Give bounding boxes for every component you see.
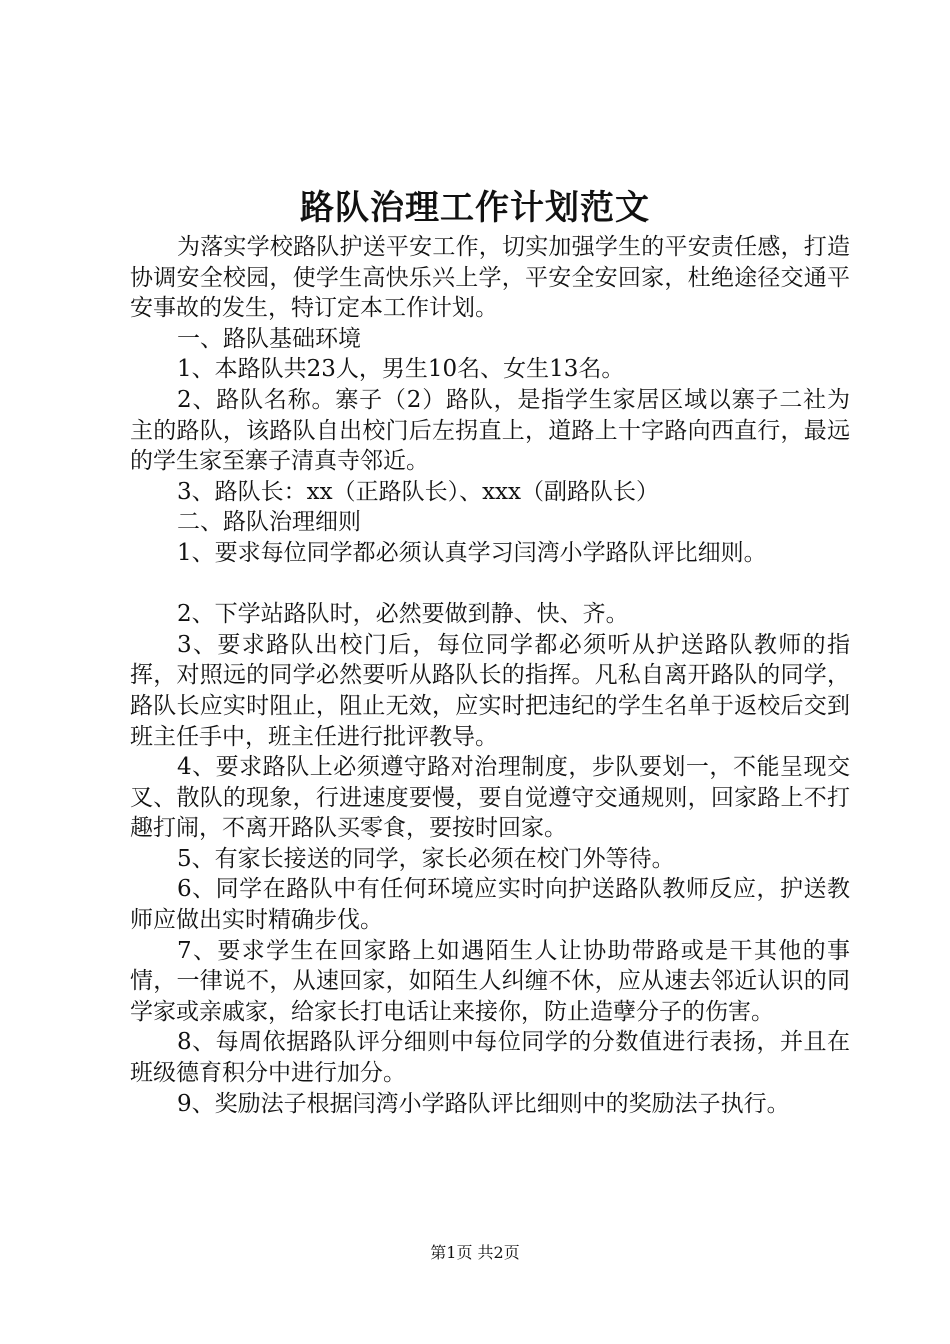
page-footer: 第1页 共2页 (430, 1243, 520, 1262)
rule-item-8: 8、每周依据路队评分细则中每位同学的分数值进行表扬，并且在班级德育积分中进行加分。 (130, 1029, 850, 1087)
document-title: 路队治理工作计划范文 (300, 188, 650, 228)
rule-item-3: 3、要求路队出校门后，每位同学都必须听从护送路队教师的指挥，对照远的同学必然要听从路队长的指挥。凡私自离开路队的同学，路队长应实时阻止，阻止无效，应实时把违纪的学生名单于返校后交到班主任手中，班主任进行批评教导。 (130, 631, 850, 750)
paragraph-team-leader: 3、路队长：xx（正路队长）、xxx（副路队长） (177, 478, 659, 505)
section-heading-basic: 一、路队基础环境 (177, 325, 361, 352)
rule-item-5: 5、有家长接送的同学，家长必须在校门外等待。 (177, 845, 675, 872)
section-heading-rules: 二、路队治理细则 (177, 509, 361, 536)
rule-item-6: 6、同学在路队中有任何环境应实时向护送路队教师反应，护送教师应做出实时精确步伐。 (130, 876, 850, 934)
paragraph-team-size: 1、本路队共23人，男生10名、女生13名。 (177, 356, 625, 383)
rule-item-9: 9、奖励法子根据闫湾小学路队评比细则中的奖励法子执行。 (177, 1090, 790, 1117)
intro-paragraph: 为落实学校路队护送平安工作，切实加强学生的平安责任感，打造协调安全校园，使学生高快乐兴上学，平安全安回家，杜绝途径交通平安事故的发生，特订定本工作计划。 (130, 234, 850, 322)
document-body (130, 232, 850, 1119)
rule-item-7: 7、要求学生在回家路上如遇陌生人让协助带路或是干其他的事情，一律说不，从速回家，如陌生人纠缠不休，应从速去邻近认识的同学家或亲戚家，给家长打电话让来接你，防止造孽分子的伤害。 (130, 937, 850, 1025)
rule-item-1: 1、要求每位同学都必须认真学习闫湾小学路队评比细则。 (177, 539, 767, 566)
paragraph-team-name: 2、路队名称。寨子（2）路队，是指学生家居区域以寨子二社为主的路队，该路队自出校门后左拐直上，道路上十字路向西直行，最远的学生家至寨子清真寺邻近。 (130, 386, 850, 475)
rule-item-2: 2、下学站路队时，必然要做到静、快、齐。 (177, 601, 629, 628)
rule-item-4: 4、要求路队上必须遵守路对治理制度，步队要划一，不能呈现交叉、散队的现象，行进速度要慢，要自觉遵守交通规则，回家路上不打趣打闹，不离开路队买零食，要按时回家。 (130, 754, 850, 842)
